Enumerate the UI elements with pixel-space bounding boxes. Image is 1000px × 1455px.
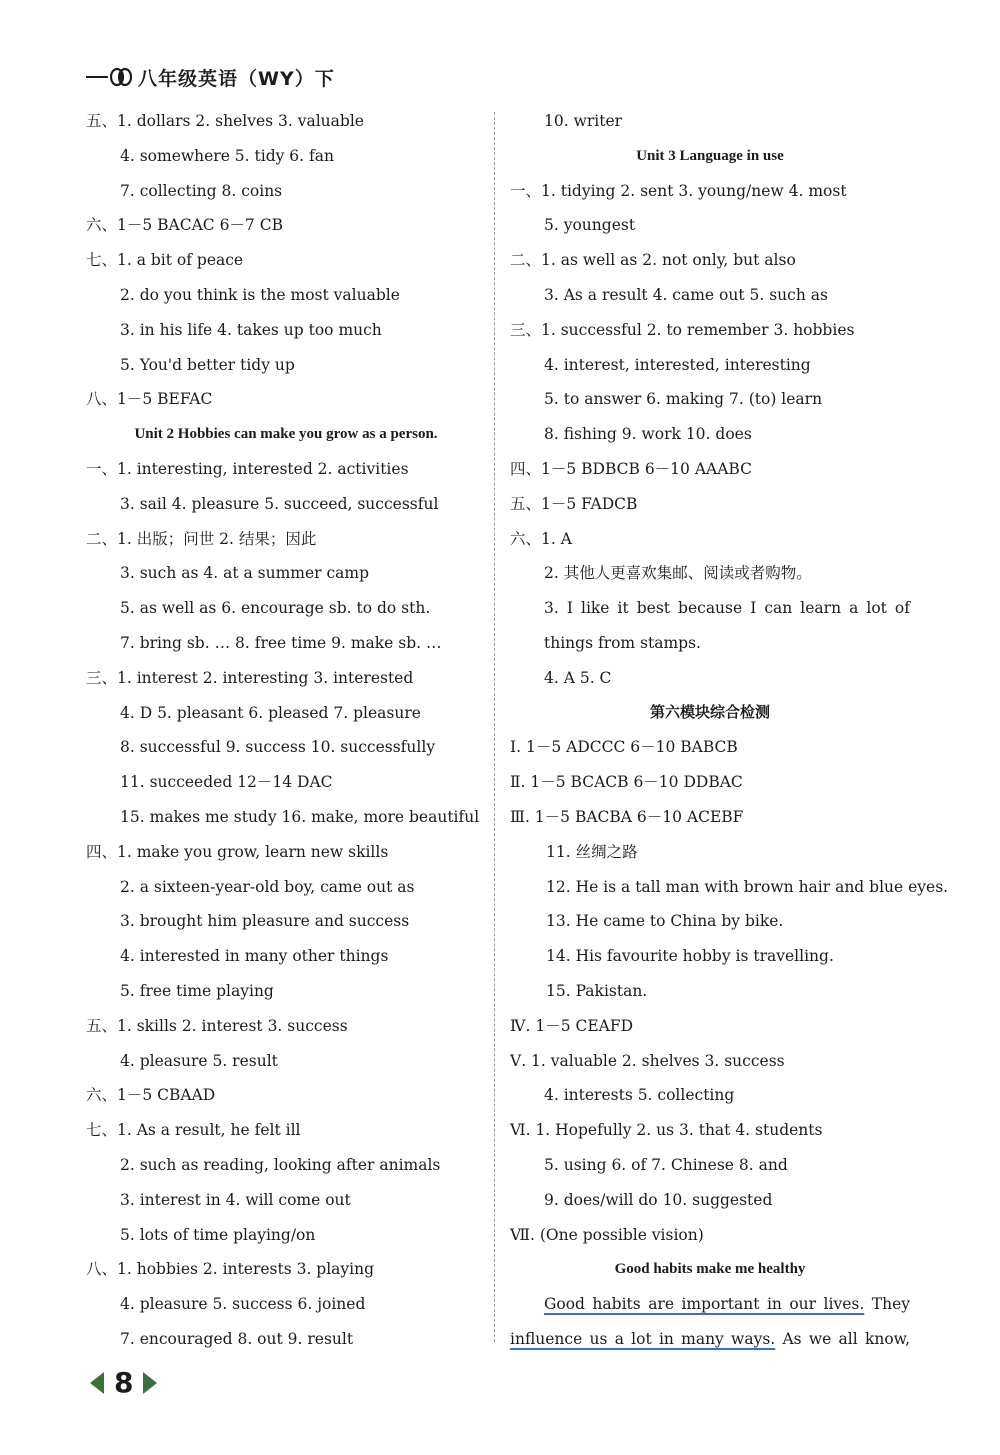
answer-line: Ⅴ. 1. valuable 2. shelves 3. success [510, 1051, 785, 1070]
answer-line: 8. fishing 9. work 10. does [544, 425, 752, 444]
answer-line: 3. in his life 4. takes up too much [120, 320, 382, 339]
answer-line: Ⅵ. 1. Hopefully 2. us 3. that 4. students [510, 1121, 823, 1140]
section-heading: Good habits make me healthy [614, 1261, 806, 1278]
answer-line: Ⅲ. 1－5 BACBA 6－10 ACEBF [510, 807, 744, 826]
answer-line [510, 1287, 910, 1322]
answer-line: 10. writer [544, 112, 623, 130]
answer-line: 七、1. As a result, he felt ill [86, 1121, 301, 1140]
answer-line: 2. a sixteen-year-old boy, came out as [120, 877, 415, 896]
underlined-sentence: Good habits are important in our lives. [544, 1295, 865, 1314]
answer-line: 二、1. as well as 2. not only, but also [510, 251, 796, 270]
answer-line: 3. interest in 4. will come out [120, 1190, 351, 1209]
sentence-rest: As we all know, [775, 1329, 911, 1348]
answer-line: 三、1. interest 2. interesting 3. interested [86, 668, 414, 687]
answer-line: 六、1－5 CBAAD [86, 1086, 216, 1105]
answer-line: 15. makes me study 16. make, more beautiful [120, 807, 480, 826]
answer-line: 八、1－5 BEFAC [86, 390, 213, 409]
left-column [86, 104, 486, 1357]
answer-line: 5. free time playing [120, 981, 274, 1000]
page-header [86, 62, 335, 92]
right-column [510, 104, 949, 1357]
answer-line: 五、1－5 FADCB [510, 494, 638, 513]
answer-line: 八、1. hobbies 2. interests 3. playing [86, 1260, 375, 1279]
answer-line: 14. His favourite hobby is travelling. [546, 947, 834, 966]
answer-line: 六、1. A [510, 529, 572, 548]
answer-line: 12. He is a tall man with brown hair and blue eyes. [546, 877, 949, 896]
answer-line: 8. successful 9. success 10. successfully [120, 738, 436, 757]
column-divider [494, 112, 495, 1342]
answer-line: 11. succeeded 12－14 DAC [120, 773, 333, 792]
answer-line: 五、1. skills 2. interest 3. success [86, 1016, 348, 1035]
answer-line: 3. I like it best because I can learn a lot of [544, 599, 910, 618]
sentence-rest: They [864, 1295, 910, 1314]
answer-line: Ⅰ. 1－5 ADCCC 6－10 BABCB [510, 738, 738, 757]
answer-line: 11. 丝绸之路 [546, 842, 638, 861]
answer-line: Ⅳ. 1－5 CEAFD [510, 1016, 634, 1035]
answer-line: 一、1. interesting, interested 2. activities [86, 459, 409, 478]
answer-line: 四、1. make you grow, learn new skills [86, 842, 389, 861]
answer-line: 4. D 5. pleasant 6. pleased 7. pleasure [120, 703, 421, 722]
answer-line: 3. sail 4. pleasure 5. succeed, successful [120, 494, 439, 513]
answer-line: 4. pleasure 5. success 6. joined [120, 1295, 366, 1314]
answer-line: 2. do you think is the most valuable [120, 285, 400, 304]
answer-line: 4. interest, interested, interesting [544, 355, 811, 374]
answer-line: 二、1. 出版；问世 2. 结果；因此 [86, 529, 317, 548]
section-heading: Unit 3 Language in use [636, 147, 784, 164]
answer-line: 2. 其他人更喜欢集邮、阅读或者购物。 [544, 564, 812, 583]
answer-line: 六、1－5 BACAC 6－7 CB [86, 216, 283, 235]
answer-line: 5. lots of time playing/on [120, 1225, 316, 1244]
answer-line: 5. You'd better tidy up [120, 355, 295, 374]
answer-line: 13. He came to China by bike. [546, 912, 784, 931]
answer-line: 9. does/will do 10. suggested [544, 1190, 773, 1209]
answer-line: 4. interested in many other things [120, 947, 389, 966]
answer-line: 4. somewhere 5. tidy 6. fan [120, 146, 334, 165]
answer-line: 4. interests 5. collecting [544, 1086, 735, 1105]
answer-line: 七、1. a bit of peace [86, 251, 244, 270]
page-title: 八年级英语（WY）下 [138, 67, 335, 90]
answer-line: 7. bring sb. … 8. free time 9. make sb. … [120, 633, 442, 652]
answer-line: 5. youngest [544, 216, 636, 235]
answer-line: things from stamps. [544, 633, 701, 652]
answer-line: 2. such as reading, looking after animals [120, 1155, 441, 1174]
section-heading: 第六模块综合检测 [649, 704, 770, 721]
page-number: 8 [114, 1366, 134, 1399]
answer-line: 3. As a result 4. came out 5. such as [544, 285, 828, 304]
underlined-sentence: influence us a lot in many ways. [510, 1329, 776, 1348]
answer-line: 4. A 5. C [544, 668, 612, 687]
answer-line: Ⅱ. 1－5 BCACB 6－10 DDBAC [510, 773, 743, 792]
answer-line: 五、1. dollars 2. shelves 3. valuable [86, 112, 364, 130]
answer-line: 5. to answer 6. making 7. (to) learn [544, 390, 823, 409]
answer-line: Ⅶ. (One possible vision) [510, 1225, 704, 1244]
answer-line: 3. brought him pleasure and success [120, 912, 410, 931]
answer-line: 一、1. tidying 2. sent 3. young/new 4. most [510, 181, 847, 200]
header-rule [86, 76, 108, 78]
answer-line: 三、1. successful 2. to remember 3. hobbies [510, 320, 855, 339]
prev-arrow-icon [90, 1372, 104, 1394]
next-arrow-icon [143, 1372, 157, 1394]
answer-line: 4. pleasure 5. result [120, 1051, 278, 1070]
answer-line: 3. such as 4. at a summer camp [120, 564, 370, 583]
answer-line: 5. using 6. of 7. Chinese 8. and [544, 1155, 788, 1174]
answer-line: 5. as well as 6. encourage sb. to do sth. [120, 599, 431, 618]
page-footer [90, 1366, 157, 1399]
answer-line: 四、1－5 BDBCB 6－10 AAABC [510, 459, 752, 478]
answer-line [510, 1322, 910, 1357]
answer-line: 7. encouraged 8. out 9. result [120, 1329, 354, 1348]
book-logo-icon [110, 66, 132, 88]
section-heading: Unit 2 Hobbies can make you grow as a person. [134, 426, 438, 443]
answer-line: 7. collecting 8. coins [120, 181, 283, 200]
answer-line: 15. Pakistan. [546, 981, 648, 1000]
